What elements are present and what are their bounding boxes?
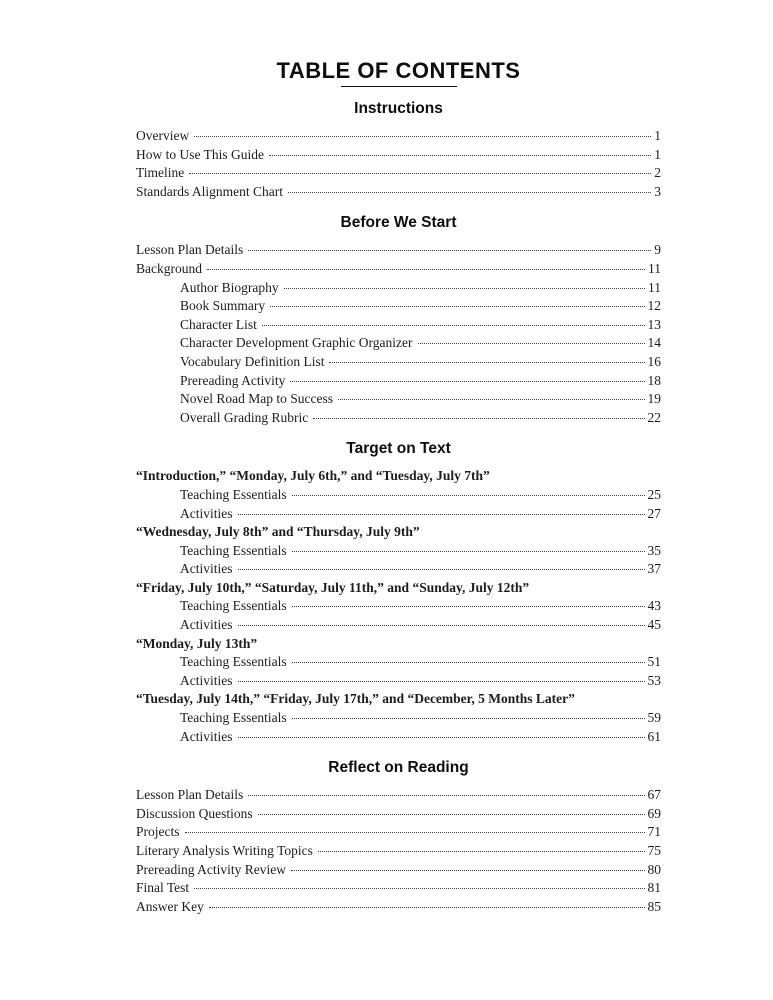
toc-entry [136, 898, 661, 917]
dot-leader [238, 569, 645, 570]
toc-entry [136, 542, 661, 561]
toc-entry-label: Teaching Essentials [180, 654, 287, 670]
toc-entry-label: Activities [180, 728, 233, 744]
dot-leader [313, 418, 644, 419]
dot-leader [238, 625, 645, 626]
dot-leader [329, 362, 644, 363]
page-number: 13 [647, 316, 661, 332]
dot-leader [418, 343, 645, 344]
toc-entry-label: Standards Alignment Chart [136, 183, 283, 199]
page-number: 11 [648, 279, 661, 295]
dot-leader [238, 681, 645, 682]
toc-entry [136, 842, 661, 861]
toc-entry-label: Overview [136, 128, 190, 143]
dot-leader [284, 288, 645, 289]
toc-entry-label: Teaching Essentials [180, 710, 287, 726]
toc-entry-label: Overall Grading Rubric [180, 409, 309, 425]
page-number: 3 [654, 183, 661, 199]
toc-entry [136, 334, 661, 353]
toc-entry [136, 241, 661, 260]
toc-entry [136, 353, 661, 372]
dot-leader [238, 514, 645, 515]
toc-entry-label: Literary Analysis Writing Topics [136, 843, 313, 858]
toc-entry-label: Teaching Essentials [180, 598, 287, 614]
page-number: 45 [647, 617, 661, 633]
toc-entry-label: Final Test [136, 880, 190, 896]
section-heading: Target on Text [346, 440, 451, 458]
dot-leader [292, 662, 645, 663]
dot-leader [318, 851, 645, 852]
page-number: 71 [647, 824, 661, 840]
toc-entry-label: Activities [180, 672, 233, 688]
page-number: 51 [647, 654, 661, 670]
page-title: TABLE OF CONTENTS [276, 58, 521, 83]
page-number: 1 [654, 146, 661, 162]
toc-group-heading [136, 690, 661, 709]
title-underline-decoration [341, 86, 457, 87]
dot-leader [189, 173, 651, 174]
dot-leader [291, 870, 645, 871]
toc-entry-label: How to Use This Guide [136, 146, 264, 162]
toc-entry-label: Discussion Questions [136, 805, 253, 821]
toc-entry [136, 297, 661, 316]
page-number: 43 [647, 598, 661, 614]
page-number: 1 [654, 128, 661, 143]
section-heading: Reflect on Reading [328, 759, 469, 777]
dot-leader [262, 325, 645, 326]
dot-leader [258, 814, 645, 815]
toc-entry-label: Answer Key [136, 898, 204, 914]
toc-entry-label: Teaching Essentials [180, 486, 287, 502]
toc-entry-label: Vocabulary Definition List [180, 353, 325, 369]
toc-entry [136, 861, 661, 880]
toc-entry-label: Activities [180, 505, 233, 521]
toc-entry [136, 560, 661, 579]
toc-entry-label: Novel Road Map to Success [180, 391, 333, 407]
toc-entry-label: Lesson Plan Details [136, 787, 244, 803]
page-number: 19 [647, 391, 661, 407]
dot-leader [338, 399, 645, 400]
page-number: 11 [648, 260, 661, 276]
toc-entry [136, 505, 661, 524]
toc-entry [136, 372, 661, 391]
toc-entry-label: Background [136, 260, 202, 276]
toc-entry [136, 728, 661, 747]
dot-leader [248, 250, 651, 251]
page-number: 53 [647, 672, 661, 688]
dot-leader [270, 306, 644, 307]
toc-entry-label: Activities [180, 561, 233, 577]
toc-entry [136, 316, 661, 335]
toc-entry-label: Book Summary [180, 298, 266, 314]
section-heading: Before We Start [340, 214, 457, 232]
dot-leader [292, 551, 645, 552]
page-number: 14 [647, 335, 661, 351]
toc-entry-label: “Monday, July 13th” [136, 635, 258, 651]
toc-group-heading [136, 635, 661, 654]
dot-leader [194, 888, 644, 889]
dot-leader [288, 192, 651, 193]
page-number: 59 [647, 710, 661, 726]
dot-leader [292, 718, 645, 719]
page-number: 85 [647, 898, 661, 914]
toc-entry-label: Author Biography [180, 279, 279, 295]
section-heading: Instructions [354, 100, 443, 117]
toc-entry [136, 409, 661, 428]
page-number: 27 [647, 505, 661, 521]
toc-entry [136, 164, 661, 183]
toc-entry-label: Projects [136, 824, 180, 840]
toc-entry-label: “Introduction,” “Monday, July 6th,” and “Tuesday, July 7th” [136, 468, 490, 484]
toc-entry [136, 183, 661, 202]
dot-leader [238, 737, 645, 738]
page-number: 37 [647, 561, 661, 577]
dot-leader [269, 155, 651, 156]
toc-entry [136, 597, 661, 616]
toc-entry-label: “Friday, July 10th,” “Saturday, July 11th,” and “Sunday, July 12th” [136, 579, 530, 595]
dot-leader [292, 606, 645, 607]
page-number: 80 [647, 861, 661, 877]
toc-entry-label: Character List [180, 316, 257, 332]
page-number: 2 [654, 165, 661, 181]
dot-leader [292, 495, 645, 496]
page-number: 16 [647, 353, 661, 369]
page-number: 9 [654, 242, 661, 258]
toc-entry [136, 805, 661, 824]
page-number: 69 [647, 805, 661, 821]
toc-entry [136, 616, 661, 635]
page-number: 35 [647, 542, 661, 558]
toc-entry [136, 390, 661, 409]
toc-entry [136, 786, 661, 805]
page-number: 61 [647, 728, 661, 744]
page-number: 22 [647, 409, 661, 425]
dot-leader [290, 381, 644, 382]
page-number: 25 [647, 486, 661, 502]
toc-entry [136, 709, 661, 728]
toc-entry-label: Timeline [136, 165, 185, 181]
toc-entry [136, 146, 661, 165]
dot-leader [194, 136, 651, 137]
toc-entry [136, 672, 661, 691]
toc-entry [136, 279, 661, 298]
toc-entry [136, 486, 661, 505]
toc-entry-label: Activities [180, 617, 233, 633]
toc-group-heading [136, 467, 661, 486]
toc-entry-label: Prereading Activity [180, 372, 286, 388]
dot-leader [209, 907, 645, 908]
toc-group-heading [136, 579, 661, 598]
toc-entry [136, 823, 661, 842]
page-number: 81 [647, 880, 661, 896]
toc-entry [136, 879, 661, 898]
toc-entry-label: Character Development Graphic Organizer [180, 335, 413, 351]
toc-entry-label: Lesson Plan Details [136, 242, 244, 258]
toc-entry-label: “Wednesday, July 8th” and “Thursday, July 9th” [136, 524, 420, 540]
page-number: 12 [647, 298, 661, 314]
toc-entry [136, 127, 661, 146]
dot-leader [185, 832, 645, 833]
toc-group-heading [136, 523, 661, 542]
toc-entry-label: Teaching Essentials [180, 542, 287, 558]
page-number: 75 [647, 843, 661, 858]
toc-entry [136, 260, 661, 279]
toc-entry-label: Prereading Activity Review [136, 861, 286, 877]
toc-sections [136, 100, 661, 916]
toc-entry-label: “Tuesday, July 14th,” “Friday, July 17th,” and “December, 5 Months Later” [136, 691, 575, 707]
dot-leader [248, 795, 644, 796]
page-number: 18 [647, 372, 661, 388]
dot-leader [207, 269, 645, 270]
page-number: 67 [647, 787, 661, 803]
toc-entry [136, 653, 661, 672]
